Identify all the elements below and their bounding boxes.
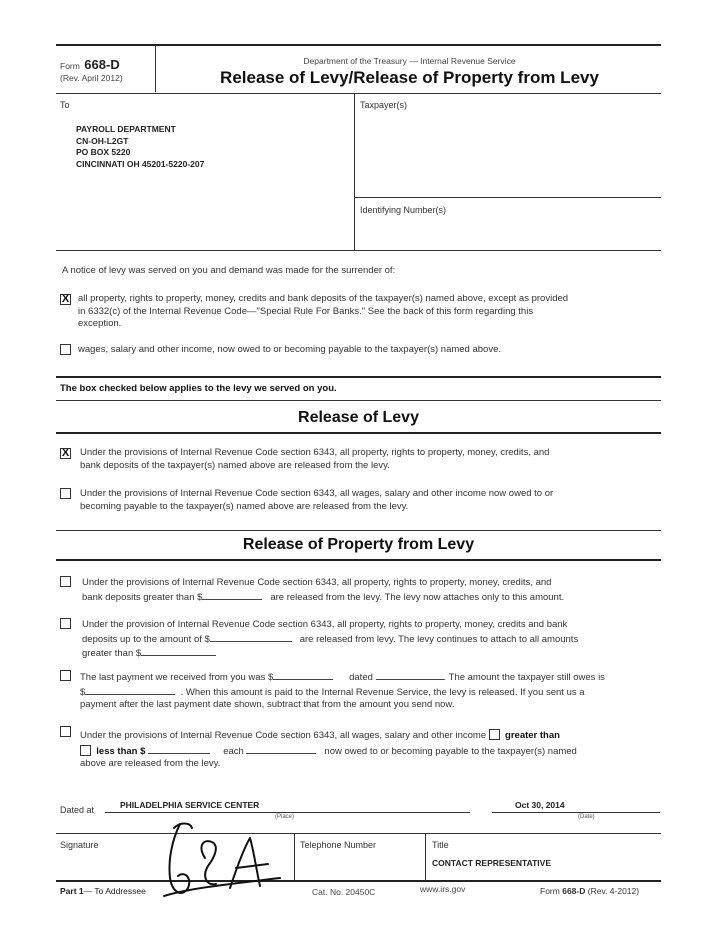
dated-at-label: Dated at — [60, 805, 95, 815]
last-payment-text — [80, 670, 670, 712]
surrender-property-text — [78, 293, 668, 331]
text-fragment: The last payment we received from you was $ — [80, 672, 274, 683]
release-levy-wages-checkbox[interactable] — [60, 488, 71, 499]
amount-blank[interactable] — [202, 590, 262, 600]
department-line: Department of the Treasury — Internal Revenue Service — [303, 56, 516, 66]
text-fragment: Under the provisions of Internal Revenue Code section 6343, all wages, salary and other income — [80, 730, 487, 741]
text-fragment: dated — [349, 672, 373, 683]
section-rule — [56, 559, 661, 561]
header-divider — [155, 45, 156, 92]
text-line — [82, 646, 667, 661]
text-fragment: each — [223, 745, 244, 757]
surrender-wages-checkbox[interactable] — [60, 344, 71, 355]
header-top-rule — [56, 44, 661, 46]
last-payment-checkbox[interactable] — [60, 670, 71, 681]
part-number: Part 1 — [60, 886, 84, 896]
greater-than-label: greater than — [505, 730, 560, 741]
text-fragment: are released from the levy. The levy now attaches only to this amount. — [270, 591, 565, 603]
amount-blank[interactable] — [141, 646, 216, 656]
section-rule — [56, 432, 661, 434]
place-line — [105, 812, 470, 813]
section-rule — [56, 400, 661, 401]
text-line: bank deposits of the taxpayer(s) named above are released from the levy. — [80, 459, 390, 471]
less-than-checkbox[interactable] — [80, 745, 91, 756]
form-footer-rev: (Rev. 4-2012) — [587, 886, 640, 896]
greater-than-checkbox[interactable] — [489, 729, 500, 740]
text-fragment: bank deposits greater than $ — [82, 591, 203, 603]
text-line — [80, 670, 670, 685]
text-line: all property, rights to property, money, credits and bank deposits of the taxpayer(s) named above, except as provided — [78, 293, 569, 304]
identifying-number-label: Identifying Number(s) — [360, 205, 447, 215]
title-label: Title — [432, 840, 449, 850]
text-fragment: . When this amount is paid to the Internal Revenue Service, the levy is released. If you sent us a — [180, 686, 585, 698]
text-line — [80, 727, 670, 743]
place-caption: (Place) — [275, 814, 295, 820]
form-number: 668-D — [84, 57, 120, 72]
text-line — [80, 743, 670, 759]
release-of-levy-heading: Release of Levy — [298, 409, 419, 426]
text-line: in 6332(c) of the Internal Revenue Code—"Special Rule For Banks." See the back of this form regarding this — [78, 305, 534, 317]
wages-partial-text — [80, 727, 670, 771]
section-rule — [56, 530, 661, 531]
text-fragment: $ — [80, 686, 86, 698]
telephone-label: Telephone Number — [300, 840, 377, 850]
text-fragment: . The amount the taxpayer still owes is — [443, 672, 605, 683]
part-recipient: — To Addressee — [83, 886, 146, 896]
identifying-rule — [354, 197, 661, 198]
form-number-block — [60, 56, 120, 74]
surrender-property-checkbox[interactable]: X — [61, 293, 70, 305]
text-line: Under the provisions of Internal Revenue Code section 6343, all property, rights to property, money, credits, and — [80, 447, 550, 458]
text-line — [82, 590, 667, 605]
amount-blank[interactable] — [85, 685, 175, 695]
date-blank[interactable] — [376, 670, 444, 680]
section-rule — [56, 376, 661, 378]
form-revision: (Rev. April 2012) — [60, 73, 123, 83]
website: www.irs.gov — [420, 884, 466, 894]
amount-blank[interactable] — [148, 744, 210, 754]
release-of-property-heading: Release of Property from Levy — [242, 536, 475, 553]
to-label: To — [60, 100, 70, 110]
box-bottom-rule — [56, 250, 661, 251]
text-line: Under the provision of Internal Revenue Code section 6343, all property, rights to property, money, credits and bank — [82, 619, 568, 630]
period-blank[interactable] — [246, 744, 316, 754]
place-value[interactable]: PHILADELPHIA SERVICE CENTER — [120, 800, 260, 810]
date-line — [492, 812, 660, 813]
telephone-divider — [425, 833, 426, 880]
surrender-wages-text: wages, salary and other income, now owed to or becoming payable to the taxpayer(s) named above. — [78, 344, 501, 355]
text-line: Under the provisions of Internal Revenue Code section 6343, all wages, salary and other income now owed to or — [80, 488, 554, 499]
form-footer-label: Form — [540, 886, 560, 896]
date-value[interactable]: Oct 30, 2014 — [515, 800, 565, 810]
page-title: Release of Levy/Release of Property from Levy — [220, 68, 599, 87]
form-footer-number: 668-D — [562, 886, 586, 896]
form-label: Form — [60, 61, 80, 71]
text-line: becoming payable to the taxpayer(s) named above are released from the levy. — [80, 500, 409, 512]
release-levy-property-checkbox[interactable]: X — [61, 447, 70, 459]
text-line: above are released from the levy. — [80, 758, 221, 769]
property-greater-than-checkbox[interactable] — [60, 576, 71, 587]
signature-top-rule — [56, 833, 661, 834]
text-fragment: are released from levy. The levy continues to attach to all amounts — [299, 633, 579, 645]
addressee-block — [76, 124, 204, 170]
form-footer — [540, 886, 639, 896]
property-up-to-checkbox[interactable] — [60, 618, 71, 629]
address-line: PO BOX 5220 — [76, 147, 131, 157]
text-line: Under the provisions of Internal Revenue Code section 6343, all property, rights to property, money, credits, and — [82, 577, 552, 588]
address-line: PAYROLL DEPARTMENT — [76, 124, 176, 134]
catalog-number: Cat. No. 20450C — [312, 887, 376, 897]
to-taxpayer-divider — [354, 94, 355, 250]
part-label — [60, 886, 146, 896]
text-fragment: deposits up to the amount of $ — [82, 633, 210, 645]
box-note: The box checked below applies to the levy we served on you. — [60, 383, 337, 394]
property-greater-than-text — [82, 577, 667, 604]
text-fragment: now owed to or becoming payable to the taxpayer(s) named — [324, 745, 577, 757]
less-than-label: less than $ — [96, 745, 146, 757]
amount-blank[interactable] — [273, 670, 333, 680]
header-bottom-rule — [56, 93, 661, 94]
text-line: payment after the last payment date shown, subtract that from the amount you send now. — [80, 699, 455, 710]
footer-rule — [56, 880, 661, 882]
property-up-to-text — [82, 619, 667, 661]
release-levy-property-text — [80, 447, 665, 472]
taxpayer-label: Taxpayer(s) — [360, 100, 408, 110]
text-line — [82, 632, 667, 647]
text-fragment: greater than $ — [82, 648, 142, 659]
address-line: CINCINNATI OH 45201-5220-207 — [76, 158, 205, 169]
text-line: exception. — [78, 318, 122, 329]
handwritten-signature — [150, 818, 300, 910]
release-levy-wages-text — [80, 488, 665, 513]
signature-label: Signature — [60, 840, 99, 850]
wages-partial-checkbox[interactable] — [60, 726, 71, 737]
address-line: CN-OH-L2GT — [76, 135, 129, 146]
text-line — [80, 685, 670, 700]
amount-blank[interactable] — [210, 632, 292, 642]
date-caption: (Date) — [578, 814, 595, 820]
notice-text: A notice of levy was served on you and demand was made for the surrender of: — [62, 265, 396, 276]
title-value[interactable]: CONTACT REPRESENTATIVE — [432, 858, 552, 868]
